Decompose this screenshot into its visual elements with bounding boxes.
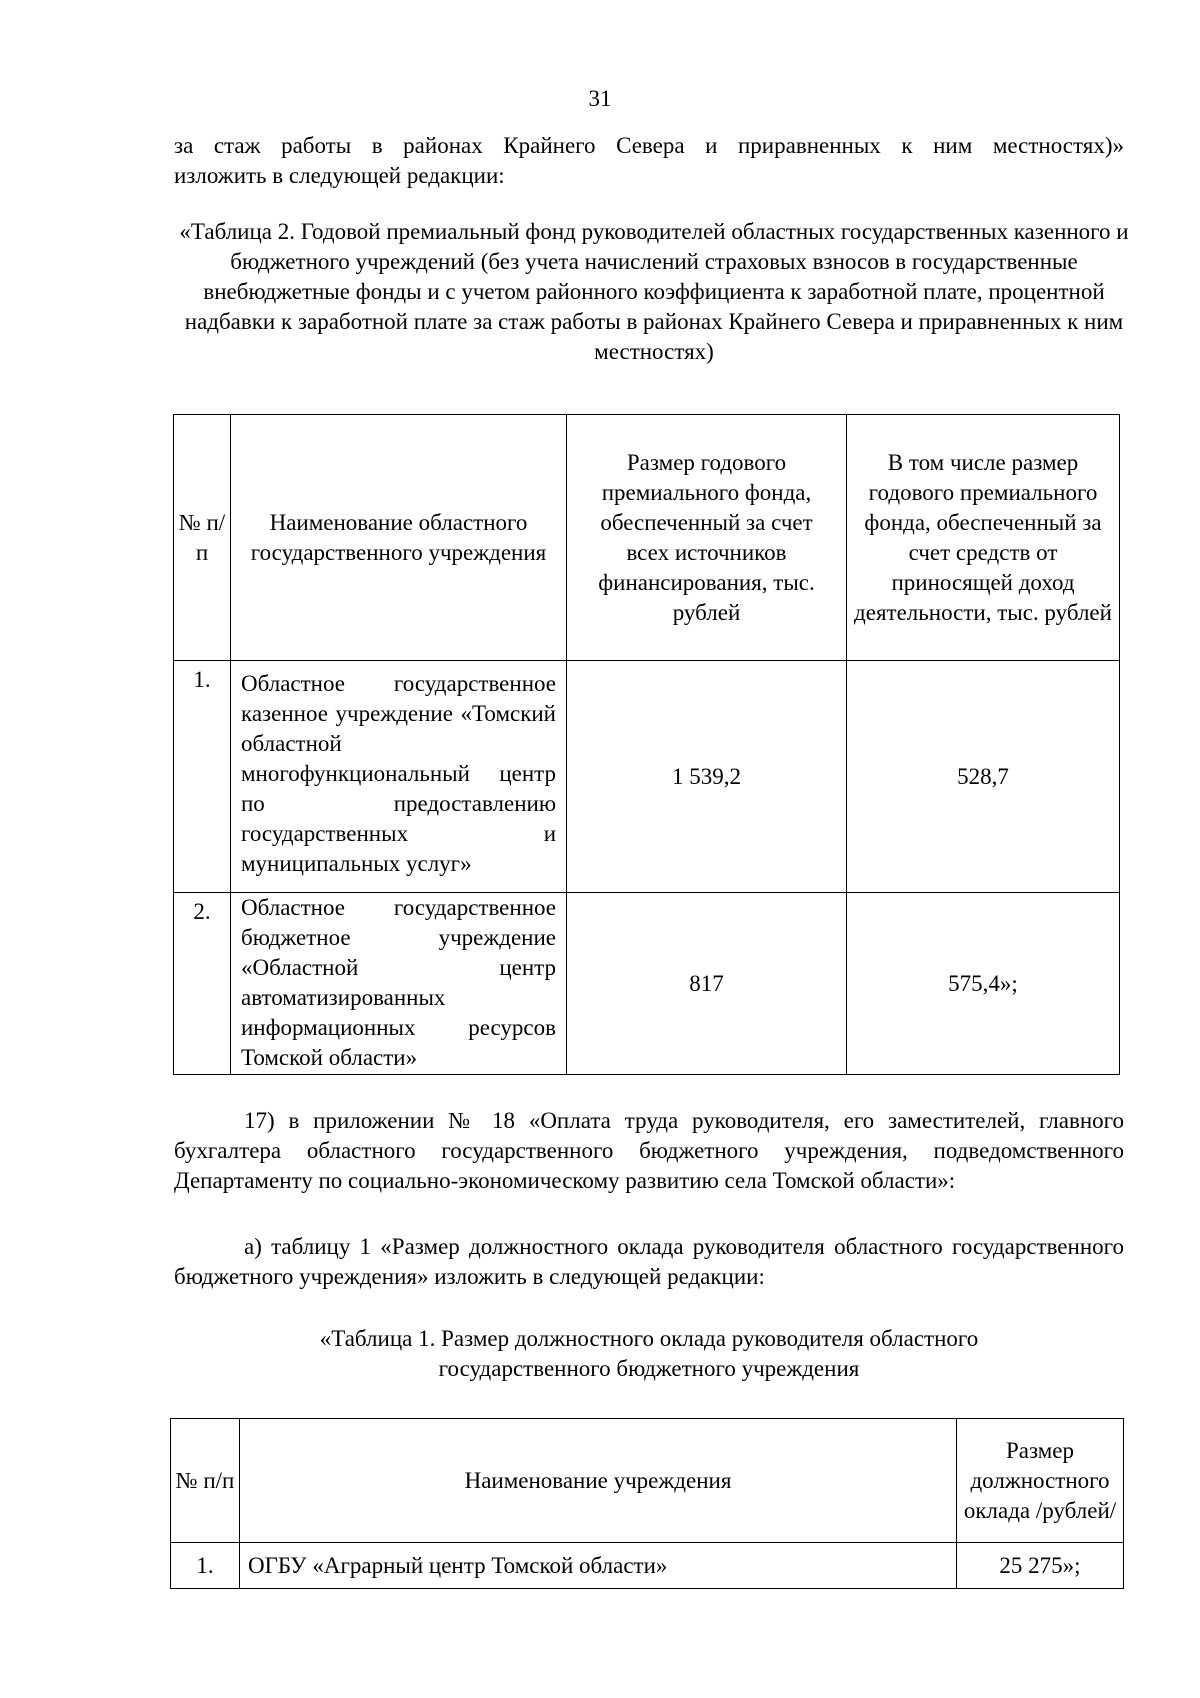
table1-row-1-salary: 25 275»; xyxy=(957,1543,1124,1589)
page-number: 31 xyxy=(588,86,612,111)
table1-caption-line-2: государственного бюджетного учреждения xyxy=(438,1356,860,1381)
salary-table xyxy=(170,1418,1124,1589)
table1-caption-line-1: «Таблица 1. Размер должностного оклада руководителя областного xyxy=(319,1326,979,1351)
table2-row-2-num: 2. xyxy=(174,893,231,1075)
premium-fund-table xyxy=(173,414,1120,1075)
table2-row-2-income: 575,4»; xyxy=(847,893,1120,1075)
table2-row-2-fund: 817 xyxy=(567,893,847,1075)
table2-row-1-fund: 1 539,2 xyxy=(567,661,847,893)
table1-header-name: Наименование учреждения xyxy=(240,1419,957,1543)
table2-row-1-num: 1. xyxy=(174,661,231,893)
table1-header-row xyxy=(171,1419,1124,1543)
intro-line-1: за стаж работы в районах Крайнего Севера и приравненных к ним местностях)» xyxy=(174,133,1124,158)
table1-row-1-num: 1. xyxy=(171,1543,240,1589)
table-row xyxy=(174,661,1120,893)
table2-row-1-income: 528,7 xyxy=(847,661,1120,893)
intro-text xyxy=(174,131,1124,191)
table2-row-2-name: Областное государственное бюджетное учреждение «Областной центр автоматизированных информационных ресурсов Томской области» xyxy=(231,893,567,1075)
paragraph-17: 17) в приложении № 18 «Оплата труда руководителя, его заместителей, главного бухгалтера областного государственного бюджетного учреждения, подведомственного Департаменту по социально-экономическому развитию села Томской области»: xyxy=(174,1108,1124,1193)
table2-header-name: Наименование областного государственного учреждения xyxy=(231,415,567,661)
table-row xyxy=(174,893,1120,1075)
table2-caption: «Таблица 2. Годовой премиальный фонд руководителей областных государственных казенного и бюджетного учреждений (без учета начислений страховых взносов в государственные внебюджетные фонды и с учетом районного коэффициента к заработной плате, процентной надбавки к заработной плате за стаж работы в районах Крайнего Севера и приравненных к ним местностях) xyxy=(179,219,1129,364)
table2-header-fund: Размер годового премиального фонда, обеспеченный за счет всех источников финансирования, тыс. рублей xyxy=(567,415,847,661)
table2-header-num: № п/п xyxy=(174,415,231,661)
table1-header-salary: Размер должностного оклада /рублей/ xyxy=(957,1419,1124,1543)
table1-header-num: № п/п xyxy=(171,1419,240,1543)
table-row xyxy=(171,1543,1124,1589)
table2-header-row xyxy=(174,415,1120,661)
table2-header-income: В том числе размер годового премиального фонда, обеспеченный за счет средств от приносящей доход деятельности, тыс. рублей xyxy=(847,415,1120,661)
table2-row-1-name: Областное государственное казенное учреждение «Томский областной многофункциональный центр по предоставлению государственных и муниципальных услуг» xyxy=(231,661,567,893)
paragraph-a: а) таблицу 1 «Размер должностного оклада руководителя областного государственного бюджетного учреждения» изложить в следующей редакции: xyxy=(174,1234,1124,1289)
table1-caption xyxy=(174,1324,1124,1384)
intro-line-2: изложить в следующей редакции: xyxy=(174,163,505,188)
table1-row-1-name: ОГБУ «Аграрный центр Томской области» xyxy=(240,1543,957,1589)
